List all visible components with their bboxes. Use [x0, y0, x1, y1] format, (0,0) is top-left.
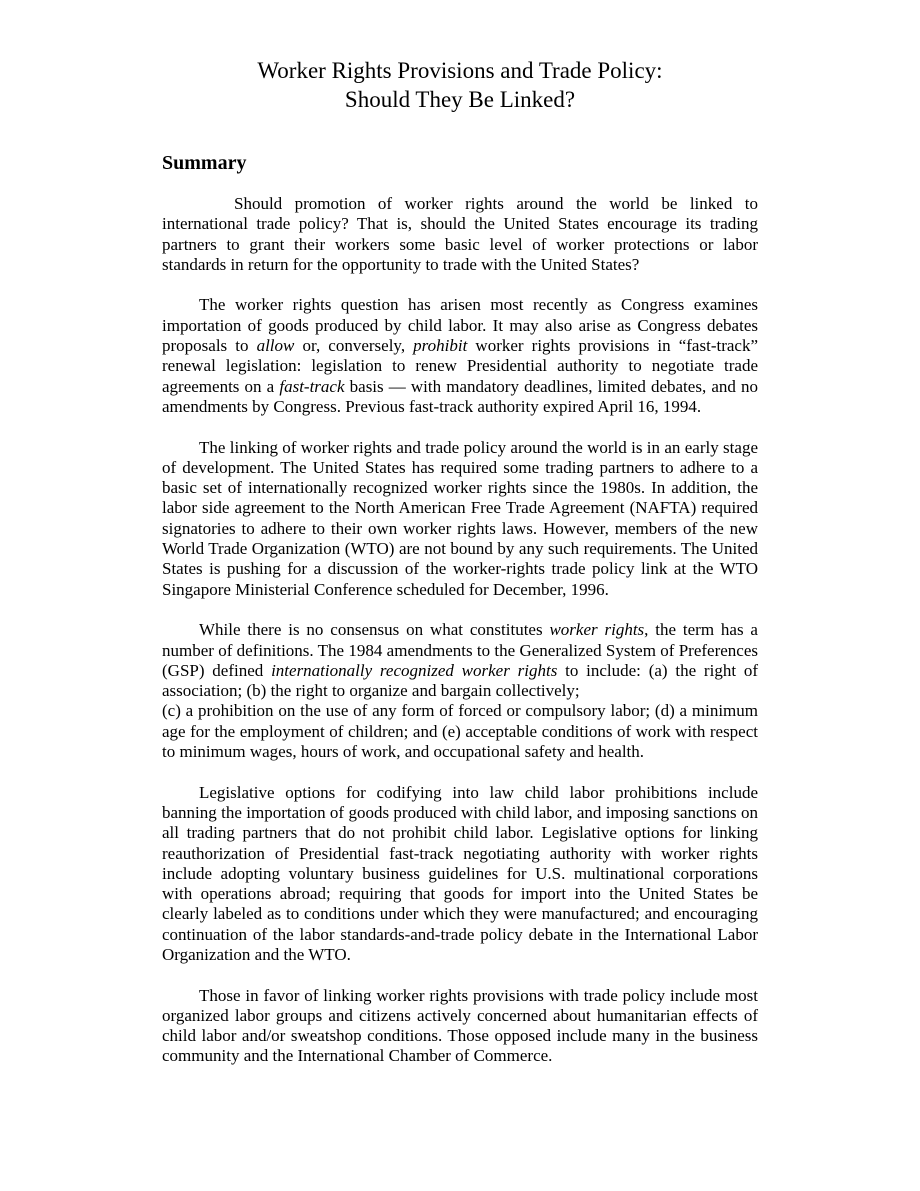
paragraph-5: Legislative options for codifying into law child labor prohibitions include banning the importation of goods produced with child labor, and imposing sanctions on all trading partners that do not prohibit child labor. Legislative options for linking reauthorization of Presidential fast-track negotiating authority with worker rights include adopting voluntary business guidelines for U.S. multinational corporations with operations abroad; requiring that goods for import into the United States be clearly labeled as to conditions under which they were manufactured; and encouraging continuation of the labor standards-and-trade policy debate in the International Labor Organization and the WTO.: [162, 782, 758, 964]
title-line-2: Should They Be Linked?: [344, 87, 576, 112]
paragraph-2-text-g: basis — with mandatory deadlines, limited debates, and no amendments by Congress. Previous fast-track authority expired April 16, 1994.: [162, 376, 759, 416]
paragraph-6: Those in favor of linking worker rights provisions with trade policy include most organized labor groups and citizens actively concerned about humanitarian effects of child labor and/or sweatshop conditions. Those opposed include many in the business community and the International Chamber of Commerce.: [162, 985, 758, 1066]
paragraph-4-text-a: While there is no consensus on what constitutes: [199, 620, 550, 640]
paragraph-1: Should promotion of worker rights around the world be linked to international trade policy? That is, should the United States encourage its trading partners to grant their workers some basic level of worker protections or labor standards in return for the opportunity to trade with the United States?: [162, 194, 758, 274]
paragraph-2-text-a: The worker rights question has arisen most recently as Congress examines importation of goods produced by child labor. It may also arise as Congress debates proposals to: [162, 295, 758, 356]
paragraph-4-text-c: , the term has a number of definitions. The 1984 amendments to the Generalized System of Preferences (GSP) defined: [162, 620, 758, 680]
paragraph-3: The linking of worker rights and trade policy around the world is in an early stage of development. The United States has required some trading partners to adhere to a basic set of internationally recognized worker rights since the 1980s. In addition, the labor side agreement to the North American Free Trade Agreement (NAFTA) required signatories to adhere to their own worker rights laws. However, members of the new World Trade Organization (WTO) are not bound by any such requirements. The United States is pushing for a discussion of the worker-rights trade policy link at the WTO Singapore Ministerial Conference scheduled for December, 1996.: [162, 437, 758, 599]
paragraph-2-emphasis-prohibit: prohibit: [413, 336, 468, 356]
paragraph-2-text-c: or, conversely,: [294, 336, 414, 356]
paragraph-2-emphasis-fast-track: fast-track: [279, 376, 345, 396]
section-heading-summary: Summary: [162, 152, 247, 174]
paragraph-2-text-e: worker rights provisions in “fast-track” renewal legislation: legislation to renew Presidential authority to negotiate trade agreements on a: [162, 336, 758, 396]
title-line-1: Worker Rights Provisions and Trade Policy:: [257, 58, 663, 83]
paragraph-4-text-f: (c) a prohibition on the use of any form of forced or compulsory labor; (d) a minimum age for the employment of children; and (e) acceptable conditions of work with respect to minimum wages, hours of work, and occupational safety and health.: [162, 701, 758, 762]
paragraph-2: [162, 295, 758, 417]
paragraph-4: [162, 620, 758, 762]
summary-body: [162, 194, 758, 1087]
paragraph-4-emphasis-worker-rights: worker rights: [549, 620, 645, 640]
document-title: [162, 56, 758, 114]
paragraph-4-text-e: to include: (a) the right of association; (b) the right to organize and bargain collectively;: [162, 660, 758, 701]
paragraph-2-emphasis-allow: allow: [256, 336, 295, 356]
paragraph-4-emphasis-recognized-rights: internationally recognized worker rights: [271, 660, 558, 680]
document-page: [162, 56, 759, 1066]
